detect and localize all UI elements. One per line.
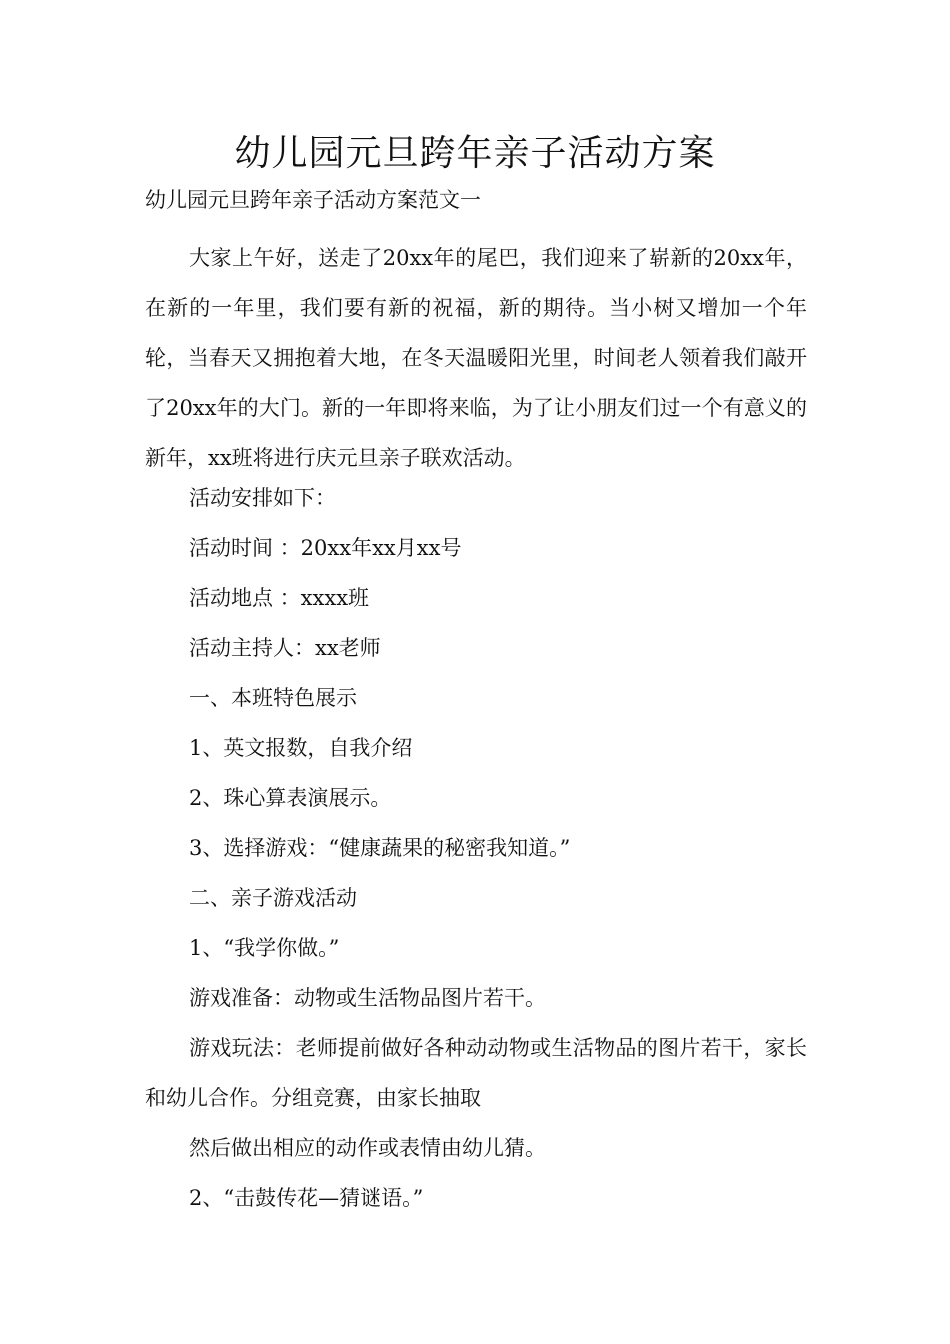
line-activity-time: 活动时间 ：20xx年xx月xx号: [189, 536, 462, 560]
document-subtitle: 幼儿园元旦跨年亲子活动方案范文一: [145, 188, 481, 212]
line-game-preparation: 游戏准备：动物或生活物品图片若干。: [189, 986, 546, 1010]
list-item: 2、“击鼓传花—猜谜语。”: [189, 1186, 424, 1210]
game-rules-paragraph: 游戏玩法：老师提前做好各种动动物或生活物品的图片若干，家长和幼儿合作。分组竞赛，由家长抽取: [145, 1036, 807, 1110]
line-activity-host: 活动主持人：xx老师: [189, 636, 381, 660]
list-item: 1、英文报数，自我介绍: [189, 736, 413, 760]
document-title: 幼儿园元旦跨年亲子活动方案: [234, 133, 716, 174]
section-heading-class-showcase: 一、本班特色展示: [189, 686, 357, 710]
line-activity-location: 活动地点 ：xxxx班: [189, 586, 370, 610]
list-item: 1、“我学你做。”: [189, 936, 340, 960]
list-item: 3、选择游戏：“健康蔬果的秘密我知道。”: [189, 836, 571, 860]
section-heading-parent-child-games: 二、亲子游戏活动: [189, 886, 357, 910]
intro-paragraph: 大家上午好，送走了20xx年的尾巴，我们迎来了崭新的20xx年，在新的一年里，我们要有新的祝福，新的期待。当小树又增加一个年轮，当春天又拥抱着大地，在冬天温暖阳光里，时间老人领着我们敲开了20xx年的大门。新的一年即将来临，为了让小朋友们过一个有意义的新年，xx班将进行庆元旦亲子联欢活动。: [145, 246, 807, 470]
list-item: 2、珠心算表演展示。: [189, 786, 392, 810]
line-activity-arrangement: 活动安排如下：: [189, 486, 336, 510]
line-game-rules-continued: 然后做出相应的动作或表情由幼儿猜。: [189, 1136, 546, 1160]
